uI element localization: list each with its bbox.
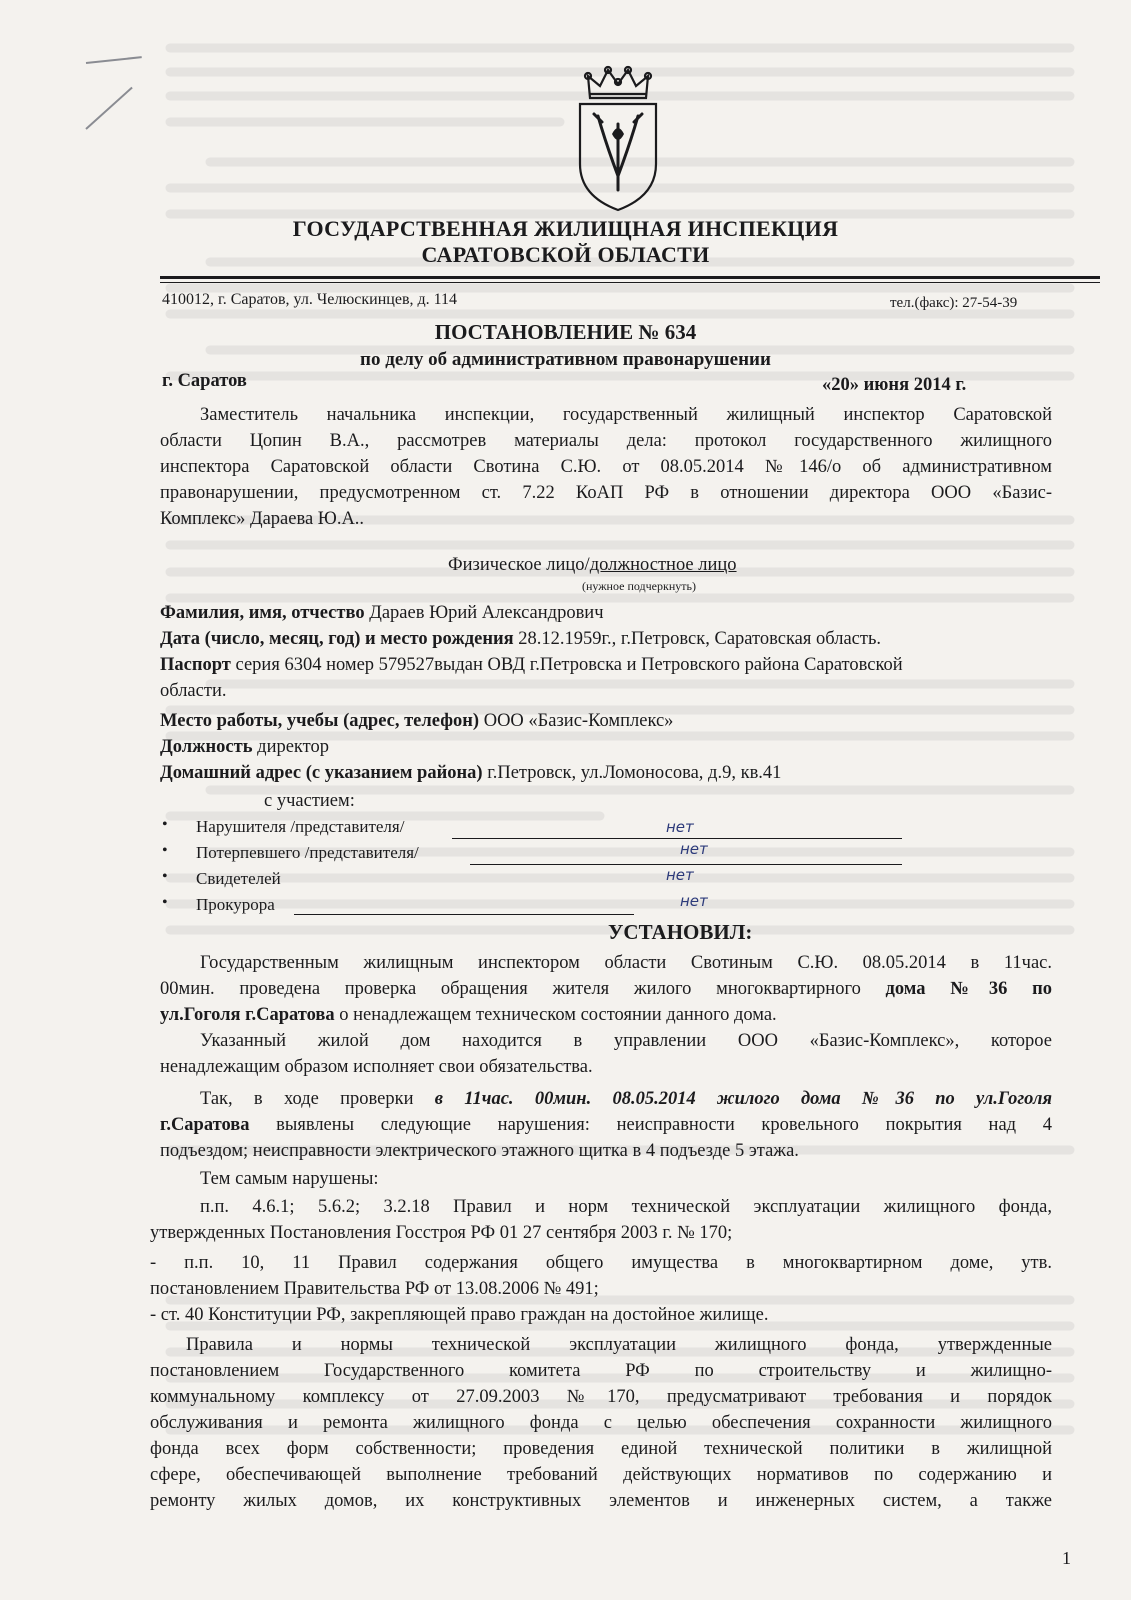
body-text-bold: г.Саратова (160, 1115, 250, 1135)
rules-line: ремонту жилых домов, их конструктивных элементов и инженерных систем, а также (150, 1491, 1052, 1511)
violation-line: - ст. 40 Конституции РФ, закрепляющей право граждан на достойное жилище. (150, 1305, 769, 1325)
participant-note-handwritten: нет (666, 866, 694, 884)
person-type-plain: Физическое лицо/ (448, 555, 590, 575)
header-rule-thick (160, 276, 1100, 279)
body-line (200, 1090, 1052, 1109)
participant-note-handwritten: нет (680, 892, 708, 910)
bullet-mark: • (162, 868, 168, 885)
participant-fill-line (452, 838, 902, 839)
participant-note-handwritten: нет (666, 818, 694, 836)
fio-value: Дараев Юрий Александрович (364, 603, 604, 623)
org-name-line1: ГОСУДАРСТВЕННАЯ ЖИЛИЩНАЯ ИНСПЕКЦИЯ (292, 216, 839, 241)
bullet-mark: • (162, 842, 168, 859)
person-type-underlined: должностное лицо (589, 555, 737, 575)
org-phone: тел.(факс): 27-54-39 (890, 295, 1018, 311)
fio-row (160, 604, 604, 623)
home-label: Домашний адрес (с указанием района) (160, 763, 483, 783)
person-type-hint: (нужное подчеркнуть) (582, 579, 696, 593)
body-line (160, 980, 1052, 999)
participant-fill-line (294, 914, 634, 915)
participant-note-handwritten: нет (680, 840, 708, 858)
decree-title: ПОСТАНОВЛЕНИЕ № 634 (434, 320, 697, 344)
violation-line: п.п. 4.6.1; 5.6.2; 3.2.18 Правил и норм технической эксплуатации жилищного фонда, (200, 1197, 1052, 1217)
org-name-line2: САРАТОВСКОЙ ОБЛАСТИ (421, 242, 710, 267)
body-line: Тем самым нарушены: (200, 1169, 379, 1189)
work-value: ООО «Базис-Комплекс» (479, 711, 674, 731)
violation-line: постановлением Правительства РФ от 13.08.2006 № 491; (150, 1279, 599, 1299)
passport-label: Паспорт (160, 655, 231, 675)
body-line: Государственным жилищным инспектором области Свотиным С.Ю. 08.05.2014 в 11час. (200, 953, 1052, 973)
position-label: Должность (160, 737, 253, 757)
rules-line: Правила и нормы технической эксплуатации жилищного фонда, утвержденные (186, 1335, 1052, 1355)
body-line (160, 1116, 1052, 1135)
rules-line: коммунальному комплексу от 27.09.2003 №170, предусматривают требования и порядок (150, 1387, 1052, 1407)
participant-label: Нарушителя /представителя/ (196, 817, 405, 836)
rules-line: фонда всех форм собственности; проведения единой технической политики в жилищной (150, 1439, 1052, 1459)
passport-value-cont: области. (160, 681, 227, 701)
participation-label: с участием: (264, 791, 355, 811)
birth-row (160, 630, 881, 649)
person-type-line (448, 556, 737, 575)
fio-label: Фамилия, имя, отчество (160, 603, 365, 623)
violation-line: утвержденных Постановления Госстроя РФ 01 27 сентября 2003 г. № 170; (150, 1223, 733, 1243)
home-value: г.Петровск, ул.Ломоносова, д.9, кв.41 (482, 763, 782, 783)
position-value: директор (252, 737, 330, 757)
body-line: подъездом; неисправности электрического этажного щитка в 4 подъезде 5 этажа. (160, 1141, 799, 1161)
passport-value: серия 6304 номер 579527выдан ОВД г.Петровска и Петровского района Саратовской (230, 655, 903, 675)
org-address: 410012, г. Саратов, ул. Челюскинцев, д. 114 (162, 291, 458, 308)
participant-label: Прокурора (196, 895, 275, 914)
body-text-bold: дома №36 по (885, 979, 1052, 999)
body-text: Так, в ходе проверки (200, 1089, 435, 1109)
birth-label: Дата (число, месяц, год) и место рождения (160, 629, 514, 649)
violation-line: - п.п. 10, 11 Правил содержания общего имущества в многоквартирном доме, утв. (150, 1253, 1052, 1273)
work-row (160, 712, 673, 731)
header-rule-thin (160, 282, 1100, 283)
decree-subtitle: по делу об административном правонарушении (360, 349, 771, 370)
established-heading: УСТАНОВИЛ: (608, 920, 753, 944)
rules-line: обслуживания и ремонта жилищного фонда с целью обеспечения сохранности жилищного (150, 1413, 1052, 1433)
position-row (160, 738, 329, 757)
participant-label: Свидетелей (196, 869, 281, 888)
rules-line: сфере, обеспечивающей выполнение требований действующих нормативов по содержанию и (150, 1465, 1052, 1485)
intro-line: Комплекс» Дараева Ю.А.. (160, 509, 365, 529)
body-text: о ненадлежащем техническом состоянии данного дома. (334, 1005, 777, 1025)
passport-row (160, 656, 903, 675)
decree-city: г. Саратов (162, 371, 247, 391)
intro-line: правонарушении, предусмотренном ст. 7.22 КоАП РФ в отношении директора ООО «Базис- (160, 483, 1052, 503)
body-text-bold: в 11час. 00мин. 08.05.2014 жилого дома №36 по ул.Гоголя (434, 1089, 1052, 1109)
participant-fill-line (470, 864, 902, 865)
decree-date: «20» июня 2014 г. (822, 375, 967, 395)
participant-label: Потерпевшего /представителя/ (196, 843, 419, 862)
page-number: 1 (1062, 1548, 1071, 1568)
body-line (160, 1006, 777, 1025)
intro-line: инспектора Саратовской области Свотина С.Ю. от 08.05.2014 №146/о об административном (160, 457, 1052, 477)
birth-value: 28.12.1959г., г.Петровск, Саратовская область. (513, 629, 882, 649)
body-line: ненадлежащим образом исполняет свои обязательства. (160, 1057, 593, 1077)
intro-line: области Цопин В.А., рассмотрев материалы дела: протокол государственного жилищного (160, 431, 1052, 451)
body-line: Указанный жилой дом находится в управлении ООО «Базис-Комплекс», которое (200, 1031, 1052, 1051)
home-row (160, 764, 781, 783)
body-text: выявлены следующие нарушения: неисправности кровельного покрытия над 4 (249, 1115, 1052, 1135)
body-text-bold: ул.Гоголя г.Саратова (160, 1005, 335, 1025)
coat-of-arms-emblem (568, 64, 668, 212)
work-label: Место работы, учебы (адрес, телефон) (160, 711, 480, 731)
body-text: 00мин. проведена проверка обращения жителя жилого многоквартирного (160, 979, 886, 999)
intro-line: Заместитель начальника инспекции, государственный жилищный инспектор Саратовской (200, 405, 1052, 425)
rules-line: постановлением Государственного комитета РФ по строительству и жилищно- (150, 1361, 1052, 1381)
bullet-mark: • (162, 894, 168, 911)
bullet-mark: • (162, 816, 168, 833)
